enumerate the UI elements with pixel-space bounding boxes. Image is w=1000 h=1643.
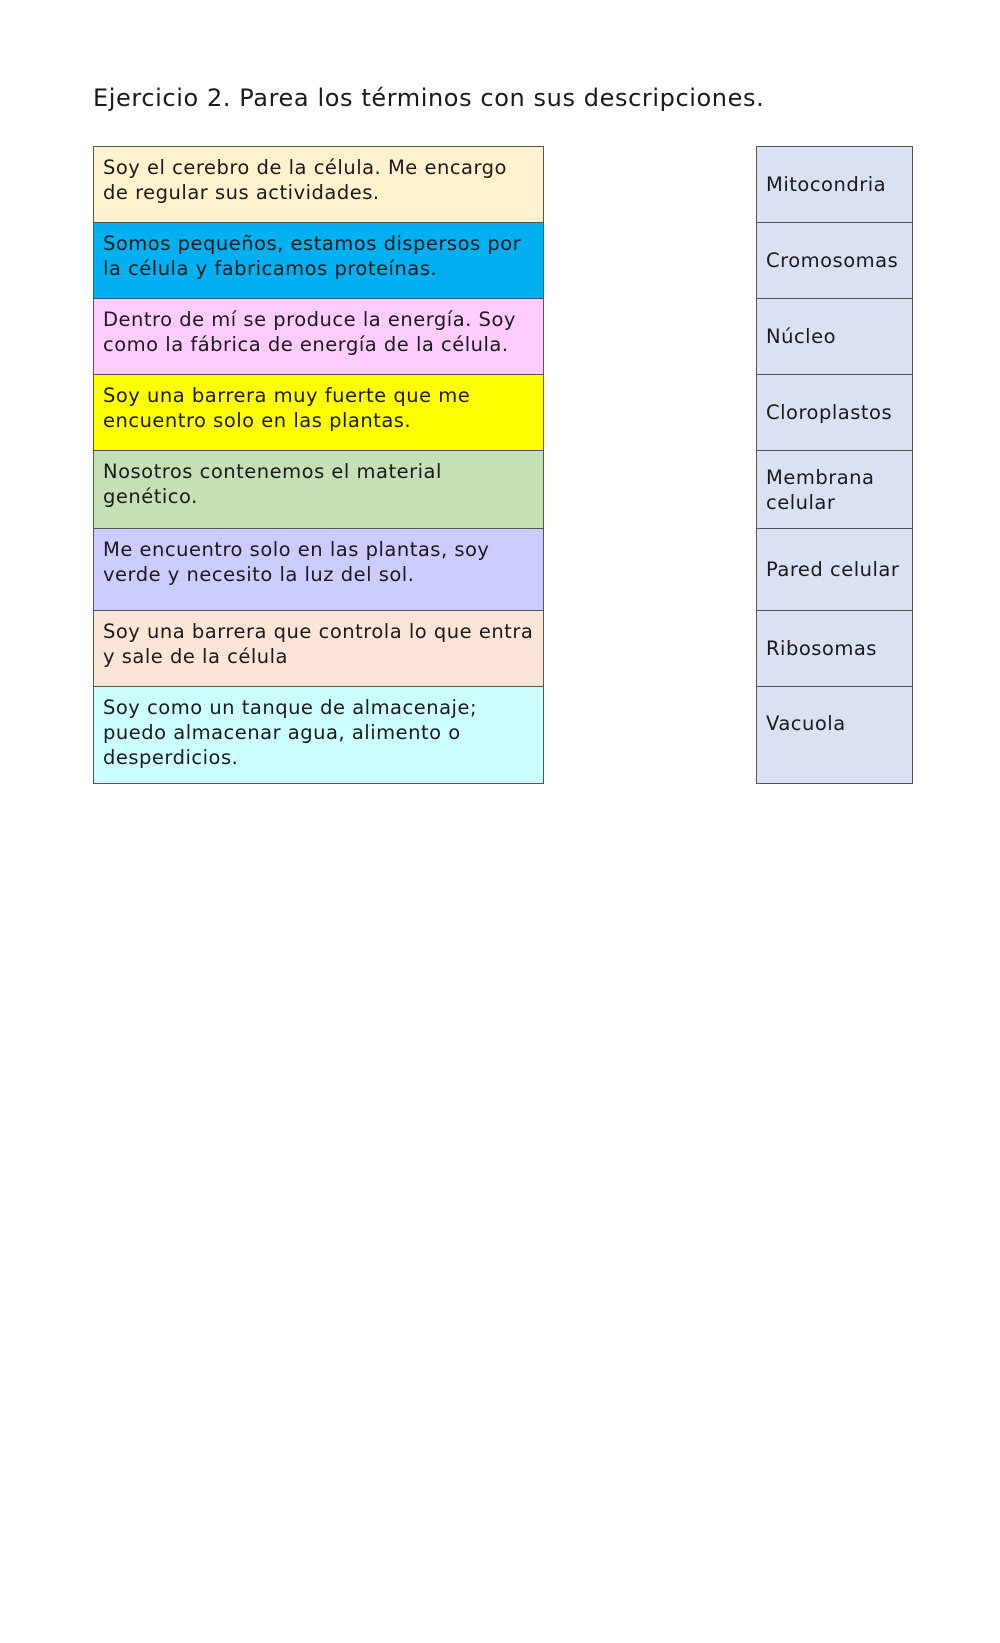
description-item[interactable]: Soy como un tanque de almacenaje; puedo almacenar agua, alimento o desperdicios. <box>94 687 543 783</box>
terms-column <box>756 146 913 784</box>
description-item[interactable]: Soy una barrera muy fuerte que me encuentro solo en las plantas. <box>94 375 543 451</box>
description-item[interactable]: Me encuentro solo en las plantas, soy verde y necesito la luz del sol. <box>94 529 543 611</box>
term-item[interactable]: Mitocondria <box>757 147 912 223</box>
description-item[interactable]: Somos pequeños, estamos dispersos por la célula y fabricamos proteínas. <box>94 223 543 299</box>
description-item[interactable]: Nosotros contenemos el material genético. <box>94 451 543 529</box>
description-item[interactable]: Soy el cerebro de la célula. Me encargo de regular sus actividades. <box>94 147 543 223</box>
description-item[interactable]: Soy una barrera que controla lo que entra y sale de la célula <box>94 611 543 687</box>
term-item[interactable]: Vacuola <box>757 687 912 783</box>
term-item[interactable]: Núcleo <box>757 299 912 375</box>
descriptions-column <box>93 146 544 784</box>
page-title: Ejercicio 2. Parea los términos con sus descripciones. <box>93 84 765 112</box>
description-item[interactable]: Dentro de mí se produce la energía. Soy como la fábrica de energía de la célula. <box>94 299 543 375</box>
term-item[interactable]: Ribosomas <box>757 611 912 687</box>
term-item[interactable]: Pared celular <box>757 529 912 611</box>
term-item[interactable]: Cromosomas <box>757 223 912 299</box>
term-item[interactable]: Cloroplastos <box>757 375 912 451</box>
term-item[interactable]: Membrana celular <box>757 451 912 529</box>
